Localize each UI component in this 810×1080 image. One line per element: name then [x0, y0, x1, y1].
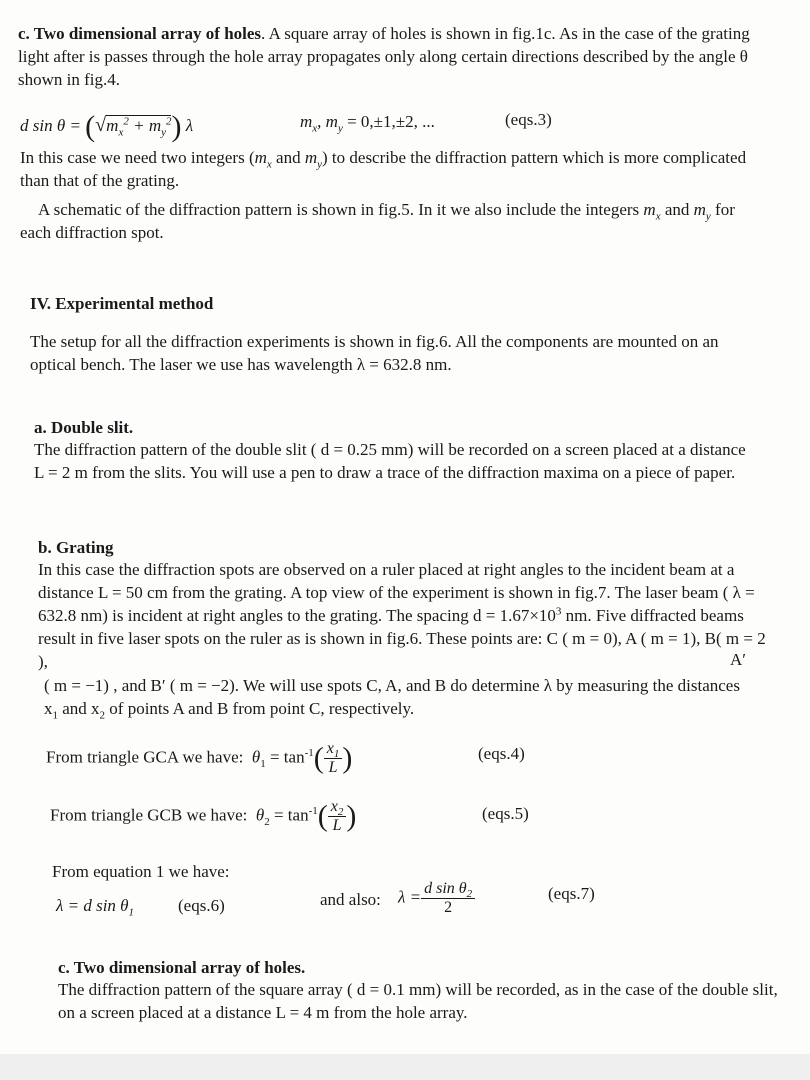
equation-4: From triangle GCA we have: $\theta_1 = \tan^{-1}$( $\frac{x_1}{L}$ )	[46, 740, 353, 776]
eq3-mx: m	[106, 115, 119, 135]
scan-bottom-edge	[0, 1054, 810, 1080]
eq4-label: (eqs.4)	[478, 744, 525, 763]
and-also: and also:	[320, 890, 381, 909]
a-prime-label: A′	[730, 650, 746, 669]
section-c-two-dim-array	[18, 22, 758, 91]
section-a-paragraph: The diffraction pattern of the double slit ( d = 0.25 mm) will be recorded on a screen placed at a distance L = 2 m from the slits. You will use a pen to draw a trace of the diffraction maxima on a piece of paper.	[34, 440, 746, 482]
section-b-paragraph-1: In this case the diffraction spots are observed on a ruler placed at right angles to the incident beam at a distance L = 50 cm from the grating. A top view of the experiment is shown in fig.7. The laser beam ( λ = 632.8 nm) is incident at right angles to the grating. The spacing $d = 1.67\times 10^3$ nm. Five diffracted beams result in five laser spots on the ruler as is shown in fig.6. These points are: C ( m = 0), A ( m = 1), B( m = 2 ),	[38, 560, 766, 671]
eq3-integers: $m_x$, $m_y = 0,\pm 1,\pm 2$, ...	[300, 112, 435, 135]
section-b-paragraph-2: ( m = −1) , and B′ ( m = −2). We will use spots C, A, and B do determine λ by measuring the distances $x_1$ and $x_2$ of points A and B from point C, respectively.	[44, 676, 740, 722]
section-c-paragraph-3: A schematic of the diffraction pattern is shown in fig.5. In it we also include the integers $m_x$ and $m_y$ for each diffraction spot.	[20, 200, 735, 242]
eq3-label: (eqs.3)	[505, 110, 552, 129]
eq5-label: (eqs.5)	[482, 804, 529, 823]
eq3-lambda: λ	[185, 115, 194, 135]
eq6-label: (eqs.6)	[178, 896, 225, 915]
section-iv-heading: IV. Experimental method	[30, 294, 214, 313]
section-c-paragraph-1: . A square array of holes is shown in fig.1c. As in the case of the grating light after is passes through the hole array propagates only along certain directions described by the angle θ shown in fig.4.	[18, 24, 750, 89]
section-b-heading: b. Grating	[38, 538, 114, 557]
eq7-label: (eqs.7)	[548, 884, 595, 903]
section-iv-paragraph: The setup for all the diffraction experiments is shown in fig.6. All the components are mounted on an optical bench. The laser we use has wavelength λ = 632.8 nm.	[30, 332, 719, 374]
section-a-heading: a. Double slit.	[34, 418, 134, 437]
equation-3: d $\sin \theta = (√m_x^2 + m_y^2)$ λ	[20, 110, 194, 143]
section-c-paragraph-2: In this case we need two integers ($m_x$ and $m_y$) to describe the diffraction pattern which is more complicated than that of the grating.	[20, 148, 747, 190]
equation-7: λ = $\frac{d \sin \theta_2}{2}$	[398, 880, 475, 917]
equation-5: From triangle GCB we have: $\theta_2 = \tan^{-1}$( $\frac{x_2}{L}$ )	[50, 798, 357, 834]
eq3-lhs: d sin θ =	[20, 115, 81, 135]
eq3-my: m	[148, 115, 162, 135]
section-c-heading: c. Two dimensional array of holes	[18, 24, 262, 43]
section-c2-paragraph: The diffraction pattern of the square array ( d = 0.1 mm) will be recorded, as in the case of the double slit, on a screen placed at a distance L = 4 m from the hole array.	[58, 980, 778, 1022]
equation-6: λ = d $\sin \theta_1$	[56, 896, 135, 919]
from-equation-1: From equation 1 we have:	[52, 862, 230, 881]
section-c2-heading: c. Two dimensional array of holes.	[58, 958, 306, 977]
